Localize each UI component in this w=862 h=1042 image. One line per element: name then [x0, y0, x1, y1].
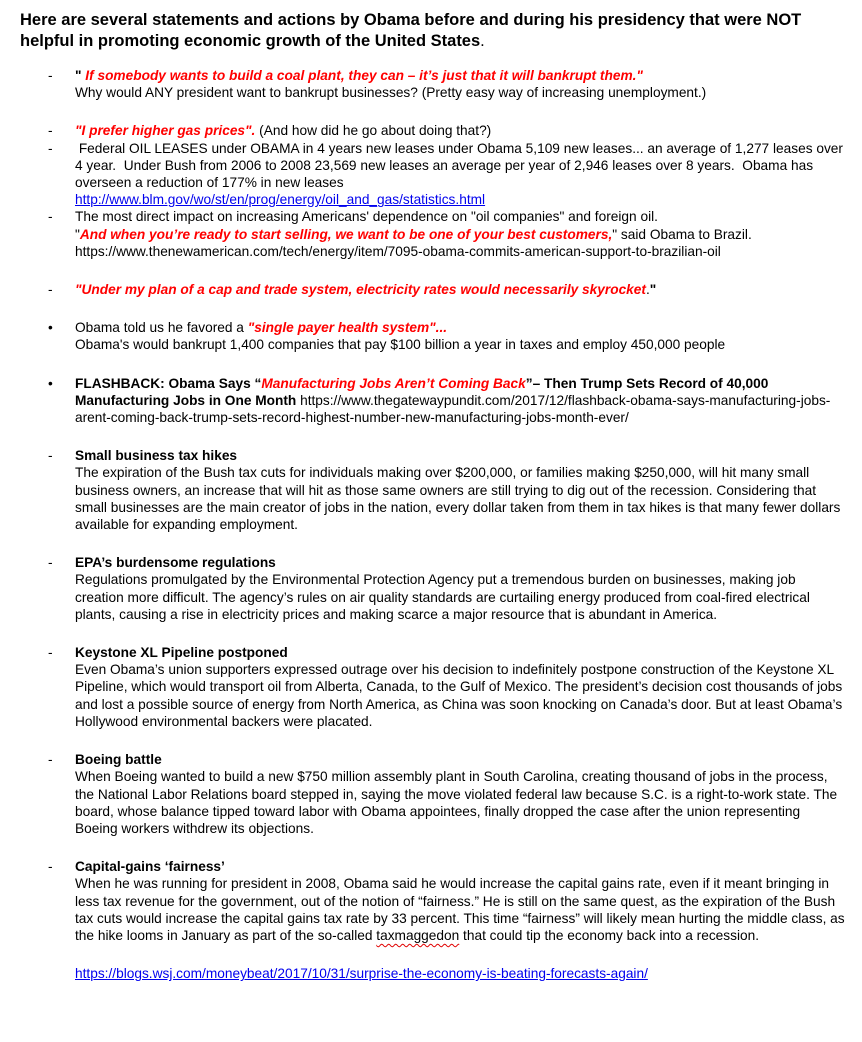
text-run: https://www.thegatewaypundit.com/2017/12/flashback-obama-says-manufacturing-jobs-arent-coming-back-trump-sets-record-highest-number-new-manufacturing-jobs-month-ever/	[75, 392, 831, 426]
dash-marker: -	[48, 645, 53, 661]
single-payer	[20, 319, 845, 353]
oil-leases-content	[75, 140, 845, 209]
text-run: .	[645, 282, 650, 298]
text-line	[75, 208, 845, 225]
bold-text: "	[649, 282, 657, 298]
quote-gas-prices	[20, 122, 845, 139]
text-line	[75, 243, 845, 260]
capital-gains-fairness-content	[75, 858, 849, 944]
text-run: "	[75, 226, 80, 242]
hyperlink[interactable]: http://www.blm.gov/wo/st/en/prog/energy/oil_and_gas/statistics.html	[75, 192, 486, 208]
boeing-battle	[20, 751, 845, 837]
text-line	[75, 191, 845, 208]
dash-marker: -	[48, 282, 53, 298]
quote-coal-plant	[20, 67, 845, 101]
oil-dependence-content	[75, 208, 845, 260]
text-line	[75, 571, 845, 623]
text-line	[75, 67, 845, 84]
capital-gains-fairness	[20, 858, 849, 944]
dash-marker: -	[48, 209, 53, 225]
oil-leases	[20, 140, 845, 209]
text-line	[75, 554, 845, 571]
text-run: The most direct impact on increasing Americans' dependence on "oil companies" and foreign oil.	[75, 209, 658, 225]
bullet-marker: •	[48, 320, 53, 336]
text-line	[75, 768, 845, 837]
text-run: Even Obama’s union supporters expressed outrage over his decision to indefinitely postpone construction of the Keystone XL Pipeline, which would transport oil from Alberta, Canada, to the Gulf of Mexico. The president’s decision cost thousands of jobs and lost a possible source of energy from North America, as China was soon knocking on Canada’s door. But at least Obama’s Hollywood environmental backers were placated.	[75, 662, 846, 729]
dash-marker: -	[48, 555, 53, 571]
text-line	[75, 875, 849, 944]
oil-dependence	[20, 208, 845, 260]
text-line	[75, 375, 845, 427]
text-run: .	[480, 32, 485, 50]
text-run: that could tip the economy back into a recession.	[459, 927, 760, 943]
document-title	[20, 10, 845, 52]
text-line	[75, 447, 845, 464]
red-quote-text: Manufacturing Jobs Aren’t Coming Back	[261, 375, 526, 391]
quote-cap-and-trade-content	[75, 281, 845, 298]
bold-text: FLASHBACK: Obama Says “	[75, 375, 262, 391]
text-line	[75, 751, 845, 768]
text-run: When Boeing wanted to build a new $750 million assembly plant in South Carolina, creating thousand of jobs in the process, the National Labor Relations board stepped in, saying the move violated federal law because S.C. is a right-to-work state. The board, whose balance tipped toward labor with Obama appointees, finally dropped the case after the union representing Boeing workers withdrew its objections.	[75, 769, 841, 836]
text-run: (And how did he go about doing that?)	[259, 123, 492, 139]
text-line	[75, 319, 845, 336]
bold-text: Boeing battle	[75, 752, 162, 768]
bold-text: Small business tax hikes	[75, 448, 238, 464]
red-quote-text: "I prefer higher gas prices".	[75, 123, 260, 139]
bullet-marker: •	[48, 375, 53, 391]
text-line	[75, 661, 845, 730]
text-line	[75, 281, 845, 298]
document-blocks	[20, 67, 849, 982]
text-run: Federal OIL LEASES under OBAMA in 4 years new leases under Obama 5,109 new leases... an average of 1,277 leases over 4 year. Under Bush from 2006 to 2008 23,569 new leases an average per year of 2,946 leases over 8 years. Obama has overseen a reduction of 177% in new leases	[75, 140, 847, 191]
text-run: The expiration of the Bush tax cuts for individuals making over $200,000, or families making $250,000, will hit many small business owners, an increase that will hit as those same owners are still trying to dig out of the recession. Considering that small businesses are the main creator of jobs in the nation, every dollar taken from them in tax hikes is that many fewer dollars available for expanding employment.	[75, 465, 845, 533]
text-run: When he was running for president in 2008, Obama said he would increase the capital gains rate, even if it meant bringing in less tax revenue for the government, out of the notion of “fairness.” He is still on the same quest, as the expiration of the Bush tax cuts would increase the capital gains tax rate by 33 percent. This time “fairness” will likely mean hurting the middle class, as the hike looms in January as part of the so-called	[75, 876, 849, 943]
text-run: https://www.thenewamerican.com/tech/energy/item/7095-obama-commits-american-support-to-brazilian-oil	[75, 243, 721, 259]
text-run: Obama told us he favored a	[75, 320, 248, 336]
dash-marker: -	[48, 859, 53, 875]
bold-text: Capital-gains ‘fairness’	[75, 859, 225, 875]
red-quote-text: "Under my plan of a cap and trade system, electricity rates would necessarily skyrocket	[75, 282, 646, 298]
text-line	[75, 84, 845, 101]
dash-marker: -	[48, 448, 53, 464]
text-line	[75, 140, 845, 192]
text-run: Regulations promulgated by the Environmental Protection Agency put a tremendous burden on businesses, making job creation more difficult. The agency’s rules on air quality standards are curtailing energy produced from coal-fired electrical plants, causing a rise in electricity prices and making scarce a major resource that is abundant in America.	[75, 572, 814, 622]
dash-marker: -	[48, 752, 53, 768]
flashback-manufacturing	[20, 375, 845, 427]
bold-text: EPA’s burdensome regulations	[75, 555, 276, 571]
epa-regulations-content	[75, 554, 845, 623]
text-run: " said Obama to Brazil.	[612, 226, 752, 242]
keystone-pipeline-content	[75, 644, 845, 730]
dash-marker: -	[48, 68, 53, 83]
wsj-link	[20, 965, 845, 982]
text-line	[75, 226, 845, 243]
single-payer-content	[75, 319, 845, 353]
quote-coal-plant-content	[75, 67, 845, 101]
text-line	[75, 858, 845, 875]
text-line	[75, 644, 845, 661]
bold-text: ”– Then Trump Sets Record of 40,000 Manufacturing Jobs in One Month	[75, 375, 773, 408]
bold-text: Keystone XL Pipeline postponed	[75, 645, 288, 661]
wsj-link-content	[75, 965, 845, 982]
quote-gas-prices-content	[75, 122, 845, 139]
hyperlink[interactable]: https://blogs.wsj.com/moneybeat/2017/10/31/surprise-the-economy-is-beating-forecasts-again/	[75, 966, 648, 982]
no-marker	[48, 965, 75, 982]
small-business-tax-hikes	[20, 447, 845, 533]
text-line	[75, 965, 845, 982]
red-quote-text: "single payer health system"...	[247, 320, 448, 336]
flashback-manufacturing-content	[75, 375, 845, 427]
quote-cap-and-trade	[20, 281, 845, 298]
small-business-tax-hikes-content	[75, 447, 845, 533]
dash-marker: -	[48, 140, 53, 156]
red-quote-text: If somebody wants to build a coal plant, they can – it’s just that it will bankrupt them."	[85, 68, 643, 83]
bold-text: "	[75, 68, 86, 83]
text-line	[75, 336, 845, 353]
red-quote-text: And when you’re ready to start selling, we want to be one of your best customers,	[79, 226, 613, 242]
text-run: Obama's would bankrupt 1,400 companies that pay $100 billion a year in taxes and employ 450,000 people	[75, 337, 726, 353]
text-line	[75, 122, 845, 139]
boeing-battle-content	[75, 751, 845, 837]
text-line	[75, 464, 845, 533]
keystone-pipeline	[20, 644, 845, 730]
epa-regulations	[20, 554, 845, 623]
text-run: Why would ANY president want to bankrupt businesses? (Pretty easy way of increasing unemployment.)	[75, 85, 707, 101]
misspelled-word: taxmaggedon	[376, 927, 460, 943]
bold-text: Here are several statements and actions by Obama before and during his presidency that were NOT helpful in promoting economic growth of the United States	[20, 11, 806, 50]
dash-marker: -	[48, 123, 53, 139]
